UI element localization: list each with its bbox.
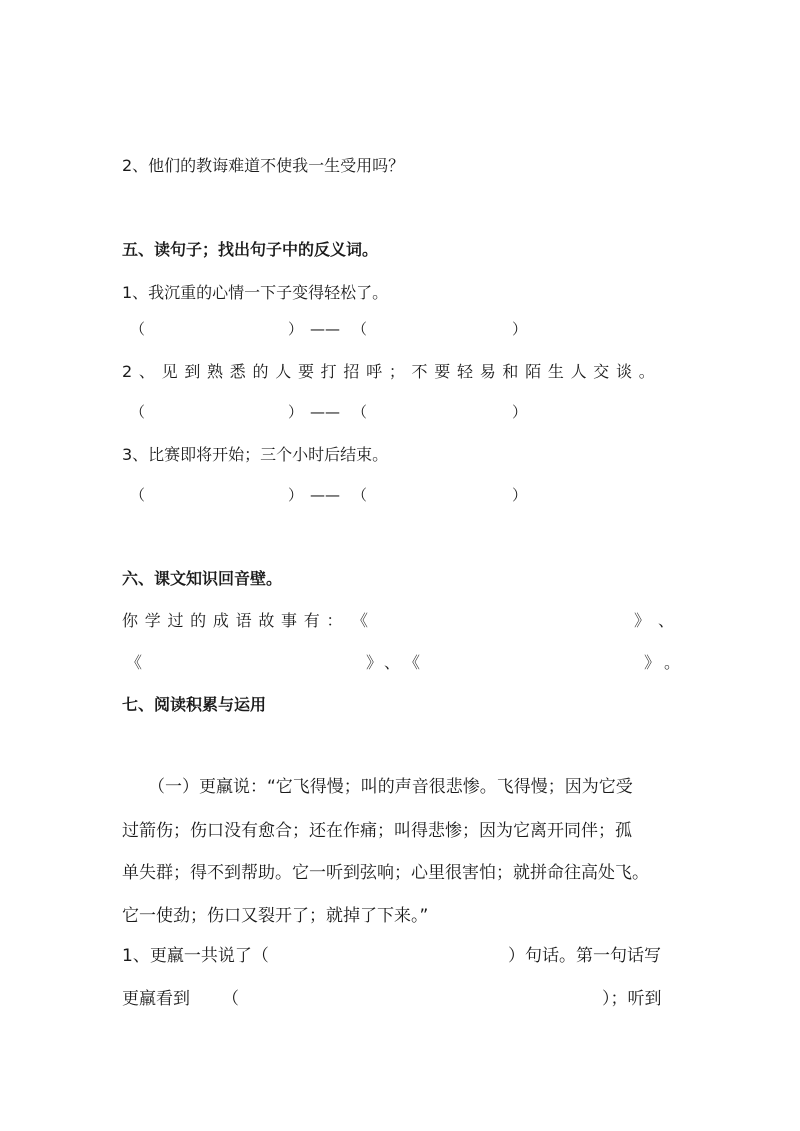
close-paren: ） — [512, 320, 528, 338]
passage-line-2: 过箭伤；伤口没有愈合；还在作痛；叫得悲惨；因为它离开同伴；孤 — [122, 821, 632, 841]
open-book-quote: 《 — [404, 653, 421, 672]
section5-item-2: 2、见到熟悉的人要打招呼；不要轻易和陌生人交谈。 — [122, 362, 662, 381]
q1-prefix: 1、更羸一共说了（ — [122, 946, 269, 966]
q1-line2-suffix: ）；听到 — [602, 989, 662, 1009]
section6-heading: 六、课文知识回音壁。 — [122, 569, 283, 588]
close-paren: ） — [288, 320, 304, 338]
section7-heading: 七、阅读积累与运用 — [122, 695, 267, 714]
close-paren: ） — [512, 486, 528, 504]
q1-line-2 — [122, 988, 678, 1010]
section5-item-3: 3、比赛即将开始；三个小时后结束。 — [122, 445, 389, 464]
dash: —— — [310, 486, 340, 504]
passage-line-3: 单失群；得不到帮助。它一听到弦响；心里很害怕；就拼命往高处飞。 — [122, 863, 649, 883]
antonym-answer-row-2 — [130, 401, 530, 423]
q4-item-2: 2、他们的教诲难道不使我一生受用吗？ — [122, 156, 405, 175]
idiom-stories-line-2 — [122, 652, 681, 674]
open-book-quote: 《 — [126, 653, 143, 672]
close-paren: ） — [288, 403, 304, 421]
antonym-answer-row-3 — [130, 484, 530, 506]
section5-item-1: 1、我沉重的心情一下子变得轻松了。 — [122, 283, 389, 302]
close-book-quote: 》 — [634, 611, 651, 630]
open-paren: （ — [130, 403, 146, 421]
separator: 、 — [384, 653, 401, 672]
passage-line-4: 它一使劲；伤口又裂开了；就掉了下来。” — [122, 906, 429, 926]
open-paren: （ — [352, 486, 368, 504]
idiom-stories-line-1 — [122, 610, 678, 632]
dash: —— — [310, 403, 340, 421]
q1-line2-prefix: 更羸看到 — [122, 989, 190, 1009]
close-book-quote: 》 — [366, 653, 383, 672]
open-paren: （ — [352, 403, 368, 421]
open-paren: （ — [130, 486, 146, 504]
antonym-answer-row-1 — [130, 318, 530, 340]
section5-heading: 五、读句子；找出句子中的反义词。 — [122, 240, 379, 259]
dash: —— — [310, 320, 340, 338]
close-paren: ） — [288, 486, 304, 504]
q1-line-1 — [122, 945, 678, 967]
open-paren: （ — [222, 989, 239, 1009]
separator: 、 — [658, 611, 675, 630]
q1-suffix: ）句话。第一句话写 — [508, 946, 661, 966]
end-mark: 。 — [664, 653, 681, 672]
idiom-stories-prompt: 你学过的成语故事有： — [122, 611, 350, 630]
close-paren: ） — [512, 403, 528, 421]
open-paren: （ — [130, 320, 146, 338]
open-paren: （ — [352, 320, 368, 338]
close-book-quote: 》 — [644, 653, 661, 672]
open-book-quote: 《 — [352, 611, 369, 630]
passage-line-1: （一）更羸说：“它飞得慢；叫的声音很悲惨。飞得慢；因为它受 — [148, 777, 633, 797]
